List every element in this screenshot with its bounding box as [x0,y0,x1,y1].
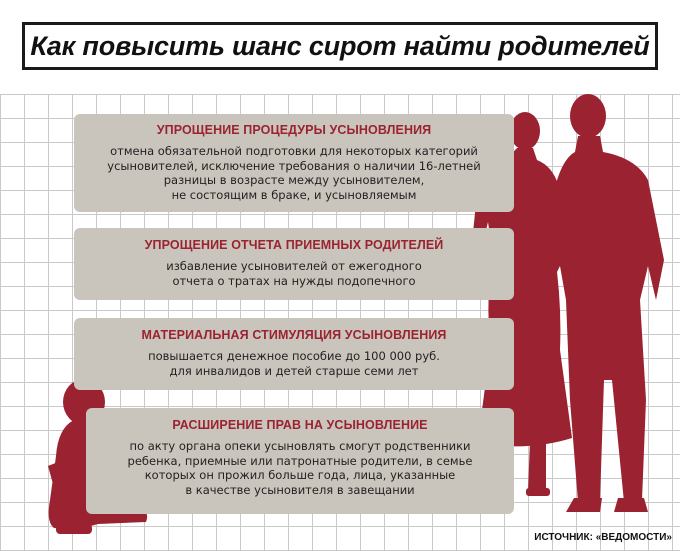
card-heading: МАТЕРИАЛЬНАЯ СТИМУЛЯЦИЯ УСЫНОВЛЕНИЯ [141,328,447,342]
card-text-line: ребенка, приемные или патронатные родители, в семье [127,453,473,468]
card-simplify-report [74,228,514,300]
card-expand-rights [86,408,514,514]
card-text-line: отмена обязательной подготовки для некоторых категорий [110,144,478,158]
source-credit: ИСТОЧНИК: «ВЕДОМОСТИ» [534,532,672,543]
card-text-line: избавление усыновителей от ежегодного [166,259,422,273]
card-text [90,259,498,288]
card-text-line: для инвалидов и детей старше семи лет [169,363,419,378]
card-text-line: повышается денежное пособие до 100 000 руб. [148,349,440,363]
card-text-line: которых он прожил больше года, лица, указанные [144,468,456,482]
card-text-line: не состоящим в браке, и усыновляемым [171,187,417,202]
card-material-stimulus [74,318,514,390]
page-title: Как повысить шанс сирот найти родителей [22,22,658,70]
card-heading: РАСШИРЕНИЕ ПРАВ НА УСЫНОВЛЕНИЕ [172,418,428,432]
card-text-line: по акту органа опеки усыновлять смогут родственники [129,439,471,453]
card-heading: УПРОЩЕНИЕ ОТЧЕТА ПРИЕМНЫХ РОДИТЕЛЕЙ [144,238,444,252]
card-text-line: разницы в возрасте между усыновителем, [163,173,425,187]
card-simplify-procedure [74,114,514,212]
man-silhouette-icon [542,94,664,512]
card-heading: УПРОЩЕНИЕ ПРОЦЕДУРЫ УСЫНОВЛЕНИЯ [156,123,432,137]
card-text [90,144,498,202]
card-text [90,349,498,378]
card-text-line: отчета о тратах на нужды подопечного [172,273,416,288]
card-text-line: в качестве усыновителя в завещании [185,482,415,497]
card-text-line: усыновителей, исключение требования о наличии 16-летней [107,158,481,173]
card-text [102,439,498,497]
